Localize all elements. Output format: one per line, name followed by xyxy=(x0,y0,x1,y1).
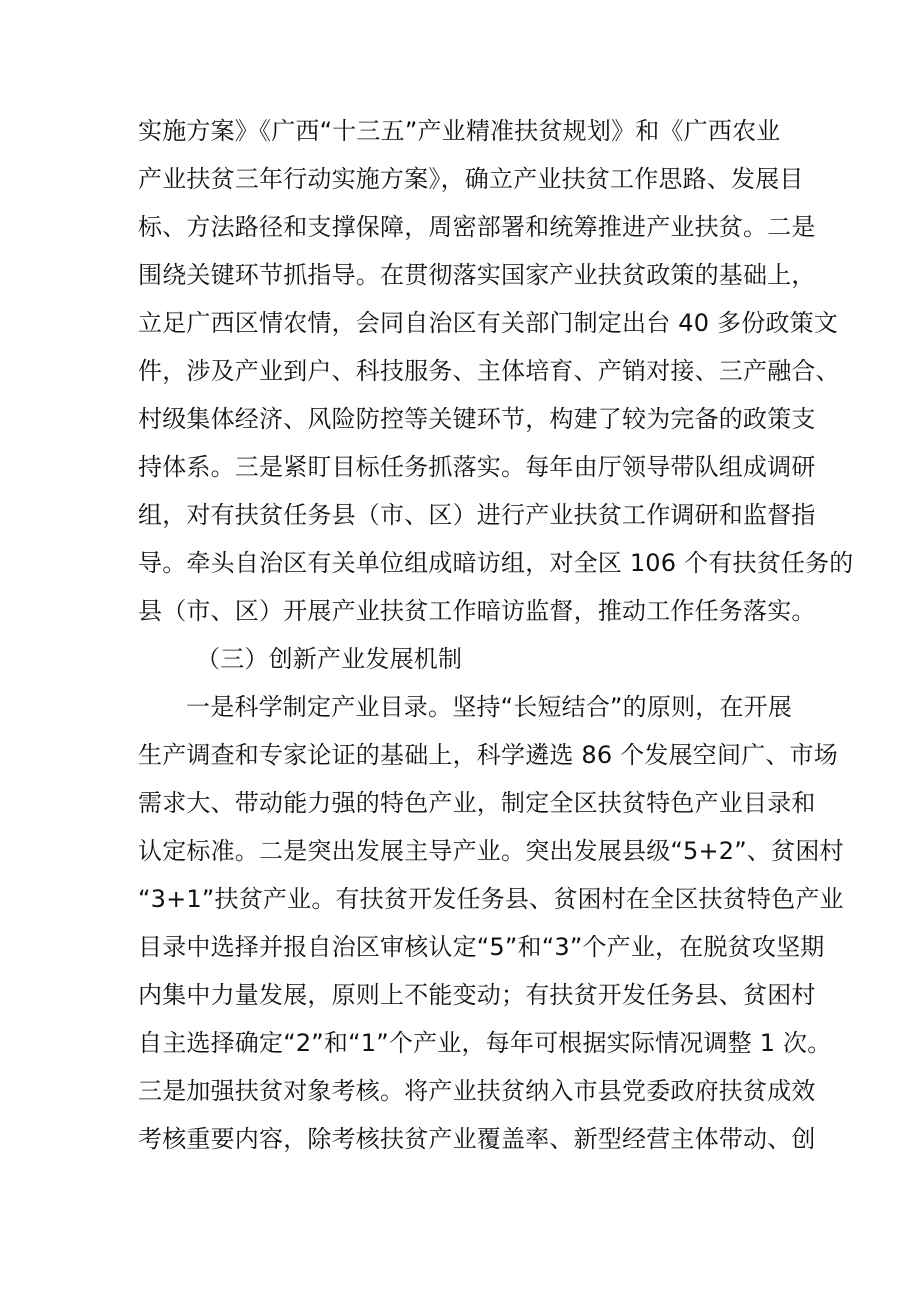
text-line: 标、方法路径和支撑保障，周密部署和统筹推进产业扶贫。二是 xyxy=(138,213,816,241)
text-line: 三是加强扶贫对象考核。将产业扶贫纳入市县党委政府扶贫成效 xyxy=(138,1077,816,1105)
text-line: 围绕关键环节抓指导。在贯彻落实国家产业扶贫政策的基础上， xyxy=(138,261,816,289)
paragraph-first-line: 一是科学制定产业目录。坚持“长短结合”的原则，在开展 xyxy=(186,693,793,721)
text-line: 件，涉及产业到户、科技服务、主体培育、产销对接、三产融合、 xyxy=(138,357,840,385)
text-line: 村级集体经济、风险防控等关键环节，构建了较为完备的政策支 xyxy=(138,405,816,433)
text-line: 产业扶贫三年行动实施方案》，确立产业扶贫工作思路、发展目 xyxy=(138,165,804,193)
text-line: 考核重要内容，除考核扶贫产业覆盖率、新型经营主体带动、创 xyxy=(138,1125,816,1153)
text-line: “3+1”扶贫产业。有扶贫开发任务县、贫困村在全区扶贫特色产业 xyxy=(138,885,844,913)
text-line: 认定标准。二是突出发展主导产业。突出发展县级“5+2”、贫困村 xyxy=(138,837,844,865)
text-line: 实施方案》《广西“十三五”产业精准扶贫规划》和《广西农业 xyxy=(138,117,781,145)
text-line: 导。牵头自治区有关单位组成暗访组，对全区 106 个有扶贫任务的 xyxy=(138,549,854,577)
text-line: 自主选择确定“2”和“1”个产业，每年可根据实际情况调整 1 次。 xyxy=(138,1029,832,1057)
text-line: 持体系。三是紧盯目标任务抓落实。每年由厅领导带队组成调研 xyxy=(138,453,816,481)
text-line: 立足广西区情农情，会同自治区有关部门制定出台 40 多份政策文 xyxy=(138,309,838,337)
text-line: 需求大、带动能力强的特色产业，制定全区扶贫特色产业目录和 xyxy=(138,789,816,817)
section-heading: （三）创新产业发展机制 xyxy=(196,645,463,673)
text-line: 组，对有扶贫任务县（市、区）进行产业扶贫工作调研和监督指 xyxy=(138,501,816,529)
text-line: 内集中力量发展，原则上不能变动；有扶贫开发任务县、贫困村 xyxy=(138,981,816,1009)
text-line: 县（市、区）开展产业扶贫工作暗访监督，推动工作任务落实。 xyxy=(138,597,816,625)
text-line: 目录中选择并报自治区审核认定“5”和“3”个产业，在脱贫攻坚期 xyxy=(138,933,825,961)
text-line: 生产调查和专家论证的基础上，科学遴选 86 个发展空间广、市场 xyxy=(138,741,838,769)
